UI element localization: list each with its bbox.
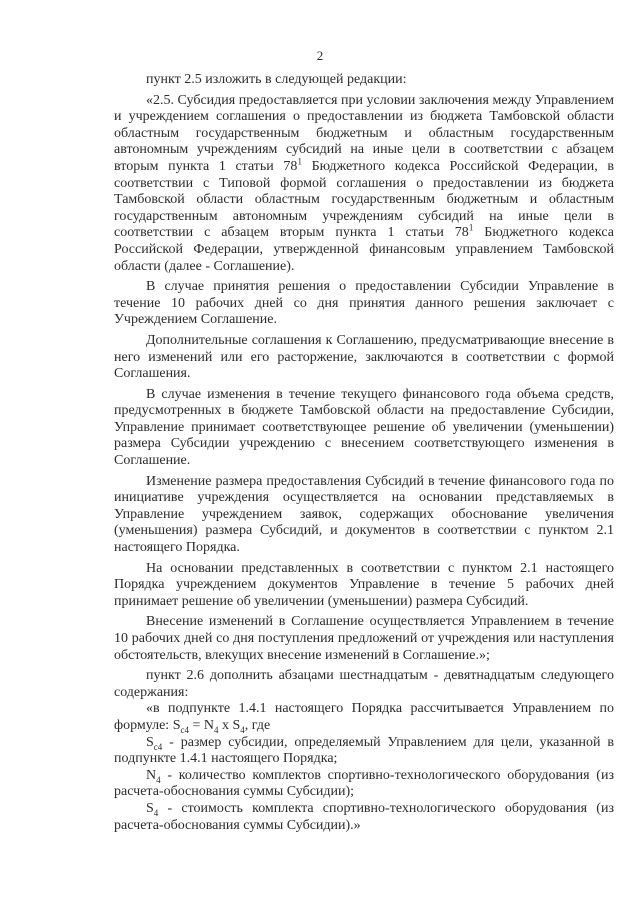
paragraph-12 xyxy=(114,768,614,801)
definition-s4-symbol: S xyxy=(146,800,154,816)
paragraph-5-text: В случае изменения в течение текущего финансового года объема средств, предусмотренных в бюджете Тамбовской области на предоставление Субсидии, Управление принимает соответствующее решение об увеличении (уменьшении) размера Субсидии учреждению с внесением соответствующего изменения в Соглашение. xyxy=(114,386,614,469)
definition-s4-sub: 4 xyxy=(153,807,159,818)
paragraph-9-text: пункт 2.6 дополнить абзацами шестнадцатым - девятнадцатым следующего содержания: xyxy=(114,668,614,700)
paragraph-2-text-b: Бюджетного кодекса Российской Федерации, в соответствии с Типовой формой соглашения о предоставлении из бюджета Тамбовской области областным государственным бюджетным и областным государственным автономным учреждениям субсидий на иные цели в соответствии с абзацем вторым пункта 1 статьи 78 xyxy=(114,158,614,241)
paragraph-13 xyxy=(114,801,614,834)
paragraph-2-text-a: «2.5. Субсидия предоставляется при условии заключения между Управлением и учреждением соглашения о предоставлении из бюджета Тамбовской области областным государственным бюджетным и областным государственным автономным учреждениям субсидий на иные цели в соответствии с абзацем вторым пункта 1 статьи 78 xyxy=(114,92,614,174)
paragraph-5 xyxy=(114,387,614,470)
superscript-1: 1 xyxy=(297,156,302,167)
formula-text-b: = N xyxy=(188,717,214,733)
page-number: 2 xyxy=(316,48,324,63)
document-body xyxy=(114,72,614,834)
definition-s-symbol: S xyxy=(146,734,154,750)
definition-n-text: - количество комплектов спортивно-технологического оборудования (из расчета-обоснования суммы Субсидии); xyxy=(114,767,614,800)
paragraph-7-text: На основании представленных в соответствии с пунктом 2.1 настоящего Порядка учреждением документов Управление в течение 5 рабочих дней принимает решение об увеличении (уменьшении) размера Субсидий. xyxy=(114,560,614,609)
superscript-2: 1 xyxy=(468,222,474,233)
formula-text-d: , где xyxy=(244,717,271,733)
paragraph-8-text: Внесение изменений в Соглашение осуществляется Управлением в течение 10 рабочих дней со дня поступления предложений от учреждения или наступления обстоятельств, влекущих внесение изменений в Соглашение.»; xyxy=(114,614,614,663)
definition-s4-text: - стоимость комплекта спортивно-технологического оборудования (из расчета-обоснования суммы Субсидии).» xyxy=(114,800,614,833)
paragraph-4-text: Дополнительные соглашения к Соглашению, предусматривающие внесение в него изменений или его расторжение, заключаются в соответствии с формой Соглашения. xyxy=(114,332,614,382)
definition-n-sub: 4 xyxy=(156,774,161,785)
definition-s-sub: с4 xyxy=(153,741,163,752)
paragraph-2-text-c: Бюджетного кодекса Российской Федерации, утвержденной финансовым управлением Тамбовской области (далее - Соглашение). xyxy=(114,225,614,274)
paragraph-11 xyxy=(114,735,614,768)
paragraph-8 xyxy=(114,614,614,664)
paragraph-10 xyxy=(114,701,614,734)
paragraph-6 xyxy=(114,474,614,557)
definition-s-text: - размер субсидии, определяемый Управлением для цели, указанной в подпункте 1.4.1 настоящего Порядка; xyxy=(114,734,614,767)
formula-sub-1: с4 xyxy=(180,724,189,735)
definition-n-symbol: N xyxy=(146,767,157,783)
paragraph-7 xyxy=(114,561,614,611)
paragraph-3-text: В случае принятия решения о предоставлении Субсидии Управление в течение 10 рабочих дней со дня принятия данного решения заключает с Учреждением Соглашение. xyxy=(114,279,614,328)
paragraph-3 xyxy=(114,279,614,329)
paragraph-1-text: пункт 2.5 изложить в следующей редакции: xyxy=(146,72,407,87)
paragraph-1 xyxy=(114,72,614,89)
paragraph-4 xyxy=(114,333,614,383)
paragraph-2 xyxy=(114,93,614,276)
formula-sub-3: 4 xyxy=(240,724,245,735)
formula-text-a: «в подпункте 1.4.1 настоящего Порядка рассчитывается Управлением по формуле: S xyxy=(114,701,614,733)
formula-text-c: x S xyxy=(218,717,241,733)
formula-sub-2: 4 xyxy=(214,724,219,735)
paragraph-9 xyxy=(114,668,614,701)
paragraph-6-text: Изменение размера предоставления Субсидий в течение финансового года по инициативе учреждения осуществляется на основании представляемых в Управление учреждением заявок, содержащих обоснование увеличения (уменьшения) размера Субсидий, и документов в соответствии с пунктом 2.1 настоящего Порядка. xyxy=(114,473,614,556)
